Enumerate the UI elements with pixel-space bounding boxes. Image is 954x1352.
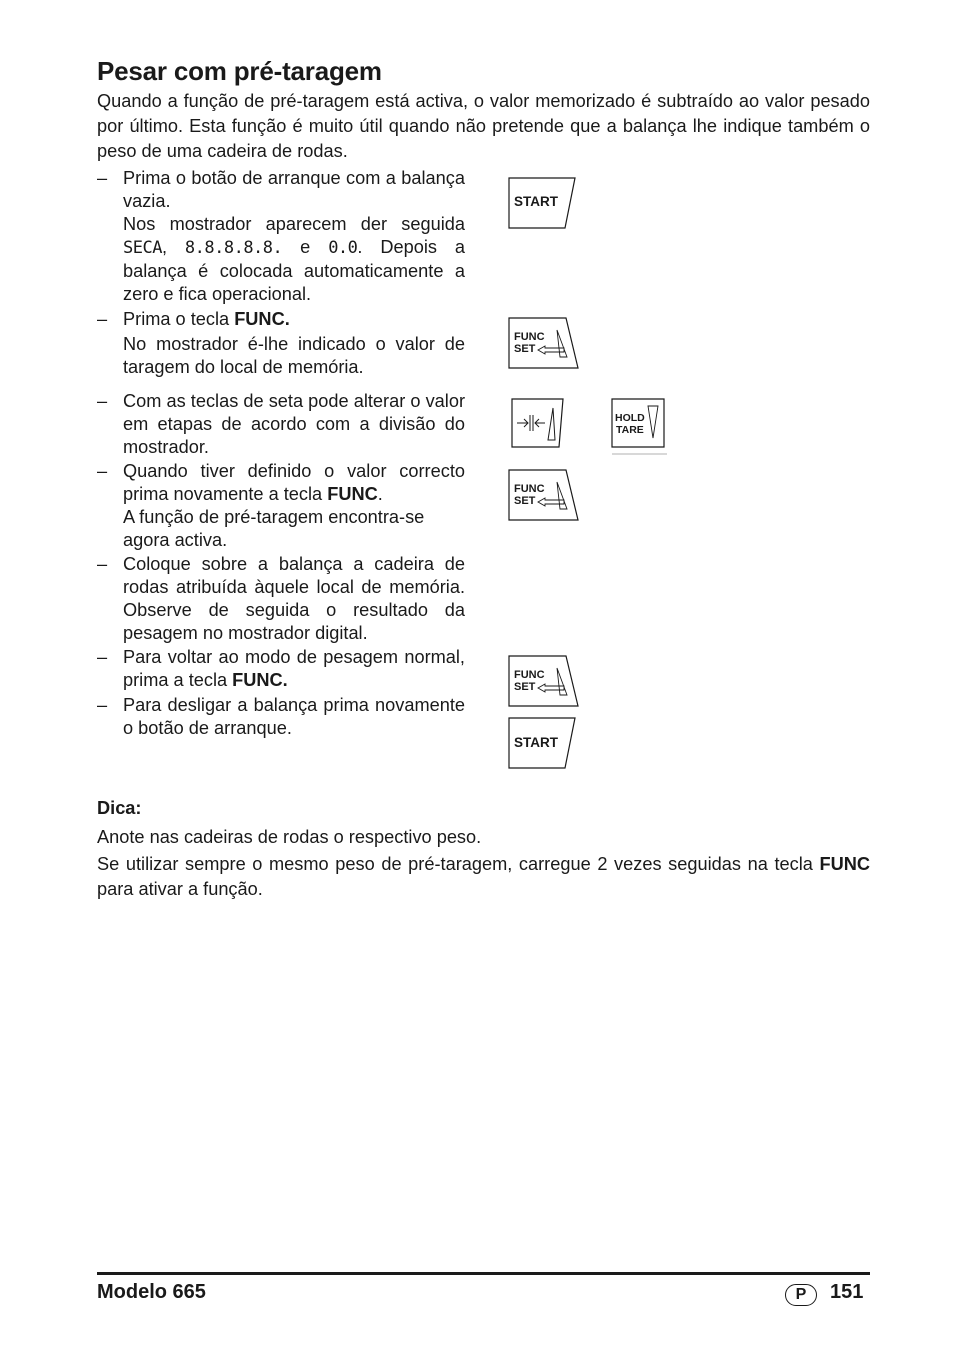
step-7: – Para desligar a balança prima novamente o botão de arranque. — [97, 695, 465, 738]
svg-text:SET: SET — [514, 681, 536, 693]
func-set-key — [508, 655, 580, 707]
svg-text:SET: SET — [514, 343, 536, 355]
tip-line-1: Anote nas cadeiras de rodas o respectivo peso. — [97, 827, 482, 847]
start-key-label: START — [514, 194, 558, 209]
display-zero: 0.0 — [328, 238, 358, 258]
step-5: – Coloque sobre a balança a cadeira de rodas atribuída àquele local de memória. Observe de seguida o resultado da pesagem no mostrador digital. — [97, 554, 465, 643]
display-seca: SECA — [123, 238, 162, 258]
step-4: – Quando tiver definido o valor correcto prima novamente a tecla FUNC. A função de pré-taragem encontra-se agora activa. — [97, 461, 465, 550]
step-2-detail: No mostrador é-lhe indicado o valor de taragem do local de memória. — [123, 334, 465, 377]
svg-text:FUNC: FUNC — [514, 331, 545, 343]
arrow-keys — [511, 398, 567, 448]
func-set-key — [508, 469, 580, 521]
page-title: Pesar com pré-taragem — [97, 56, 382, 86]
step-6-text: Para voltar ao modo de pesagem normal, prima a tecla FUNC. — [123, 647, 465, 690]
step-2-text: Prima o tecla FUNC. — [123, 309, 290, 329]
intro-paragraph: Quando a função de pré-taragem está activa, o valor memorizado é subtraído ao valor pesado por último. Esta função é muito útil quando não pretende que a balança lhe indique também o peso de uma cadeira de rodas. — [97, 91, 870, 161]
start-key — [508, 717, 578, 769]
tip-title: Dica: — [97, 798, 142, 818]
step-7-text: Para desligar a balança prima novamente o botão de arranque. — [123, 695, 465, 738]
step-3-text: Com as teclas de seta pode alterar o valor em etapas de acordo com a divisão do mostrador. — [123, 391, 465, 457]
hold-tare-key — [611, 398, 669, 456]
step-1-text: Prima o botão de arranque com a balança vazia. — [123, 168, 465, 211]
step-4-text: Quando tiver definido o valor correcto prima novamente a tecla FUNC. — [123, 461, 465, 504]
svg-text:HOLD: HOLD — [615, 412, 645, 424]
svg-text:SET: SET — [514, 495, 536, 507]
func-set-key — [508, 317, 580, 369]
step-2: – Prima o tecla FUNC. No mostrador é-lhe indicado o valor de taragem do local de memória. — [97, 309, 465, 377]
step-4-detail: A função de pré-taragem encontra-se agora activa. — [123, 507, 425, 550]
step-dash: – — [97, 168, 108, 188]
language-badge: P — [785, 1284, 817, 1306]
start-key-label: START — [514, 735, 558, 750]
step-3: – Com as teclas de seta pode alterar o valor em etapas de acordo com a divisão do mostrador. — [97, 391, 465, 457]
footer-model: Modelo 665 — [97, 1281, 206, 1303]
step-1 — [97, 167, 465, 306]
display-all-segments: 8.8.8.8.8. — [184, 238, 283, 258]
step-5-text: Coloque sobre a balança a cadeira de rodas atribuída àquele local de memória. Observe de seguida o resultado da pesagem no mostrador digital. — [123, 554, 465, 643]
svg-text:FUNC: FUNC — [514, 669, 545, 681]
start-key — [508, 177, 578, 229]
step-1-display-text: Nos mostrador aparecem der seguida SECA, 8.8.8.8.8. e 0.0. Depois a balança é colocada automaticamente a zero e fica operacional. — [123, 214, 465, 304]
page-number: 151 — [830, 1281, 864, 1303]
svg-text:TARE: TARE — [616, 424, 644, 436]
svg-text:FUNC: FUNC — [514, 483, 545, 495]
tip-line-2: Se utilizar sempre o mesmo peso de pré-taragem, carregue 2 vezes seguidas na tecla FUNC para ativar a função. — [97, 854, 870, 899]
step-6: – Para voltar ao modo de pesagem normal, prima a tecla FUNC. — [97, 647, 465, 690]
footer-rule — [97, 1272, 870, 1275]
